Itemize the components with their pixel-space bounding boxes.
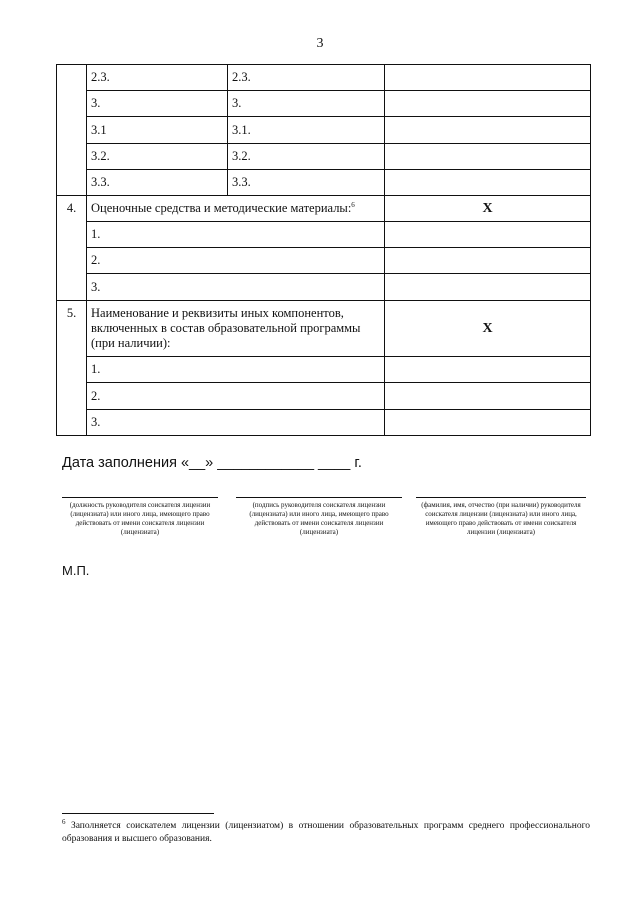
empty-cell [385, 410, 591, 436]
table-row-section-4 [57, 196, 591, 222]
table-cell: 3.2. [228, 144, 385, 170]
table-cell: 2. [87, 248, 385, 274]
table-row [57, 383, 591, 410]
table-cell: 3.1 [87, 117, 228, 144]
section-5-title: Наименование и реквизиты иных компонентов, включенных в состав образовательной программы (при наличии): [87, 301, 385, 357]
footnote-marker: 6 [62, 817, 66, 826]
footnote-ref: 6 [351, 200, 355, 209]
table-row [57, 170, 591, 196]
table-cell: 3. [87, 91, 228, 117]
section-4-title-cell [87, 196, 385, 222]
empty-cell [385, 170, 591, 196]
empty-cell [385, 144, 591, 170]
table-row [57, 222, 591, 248]
table-row [57, 65, 591, 91]
table-cell: 3.1. [228, 117, 385, 144]
section-5-mark: X [385, 301, 591, 357]
signature-name-caption: (фамилия, имя, отчество (при наличии) руководителя соискателя лицензии (лицензиата) или иного лица, имеющего право действовать от имени соискателя лицензии (лицензиата) [416, 497, 586, 537]
empty-number-cell [57, 65, 87, 196]
table-cell: 1. [87, 357, 385, 383]
empty-cell [385, 383, 591, 410]
empty-cell [385, 91, 591, 117]
table-row [57, 410, 591, 436]
section-4-title: Оценочные средства и методические материалы: [91, 201, 352, 215]
table-cell: 3. [87, 410, 385, 436]
empty-cell [385, 248, 591, 274]
table-row [57, 144, 591, 170]
table-row [57, 248, 591, 274]
fill-date-line: Дата заполнения «__» ____________ ____ г. [62, 455, 362, 471]
page-number: 3 [316, 36, 324, 51]
program-components-table [56, 64, 591, 436]
table-row [57, 117, 591, 144]
empty-cell [385, 65, 591, 91]
table-row [57, 357, 591, 383]
table-cell: 3. [87, 274, 385, 301]
table-cell: 3. [228, 91, 385, 117]
stamp-label: М.П. [62, 563, 90, 578]
empty-cell [385, 357, 591, 383]
signature-sign-caption: (подпись руководителя соискателя лицензии (лицензиата) или иного лица, имеющего право действовать от имени соискателя лицензии (лицензиата) [236, 497, 402, 537]
section-4-number: 4. [57, 196, 87, 301]
table-cell: 2. [87, 383, 385, 410]
section-4-mark: X [385, 196, 591, 222]
signature-position-caption: (должность руководителя соискателя лицензии (лицензиата) или иного лица, имеющего право действовать от имени соискателя лицензии (лицензиата) [62, 497, 218, 537]
footnote-text: Заполняется соискателем лицензии (лицензиатом) в отношении образовательных программ среднего профессионального образования и высшего образования. [62, 821, 590, 844]
table-cell: 3.3. [228, 170, 385, 196]
table-cell: 2.3. [87, 65, 228, 91]
table-row [57, 91, 591, 117]
table-cell: 2.3. [228, 65, 385, 91]
section-5-number: 5. [57, 301, 87, 436]
footnote-divider [62, 813, 214, 814]
table-cell: 1. [87, 222, 385, 248]
table-row-section-5 [57, 301, 591, 357]
table-cell: 3.3. [87, 170, 228, 196]
table-cell: 3.2. [87, 144, 228, 170]
footnote [62, 817, 590, 846]
empty-cell [385, 117, 591, 144]
table-row [57, 274, 591, 301]
empty-cell [385, 274, 591, 301]
empty-cell [385, 222, 591, 248]
